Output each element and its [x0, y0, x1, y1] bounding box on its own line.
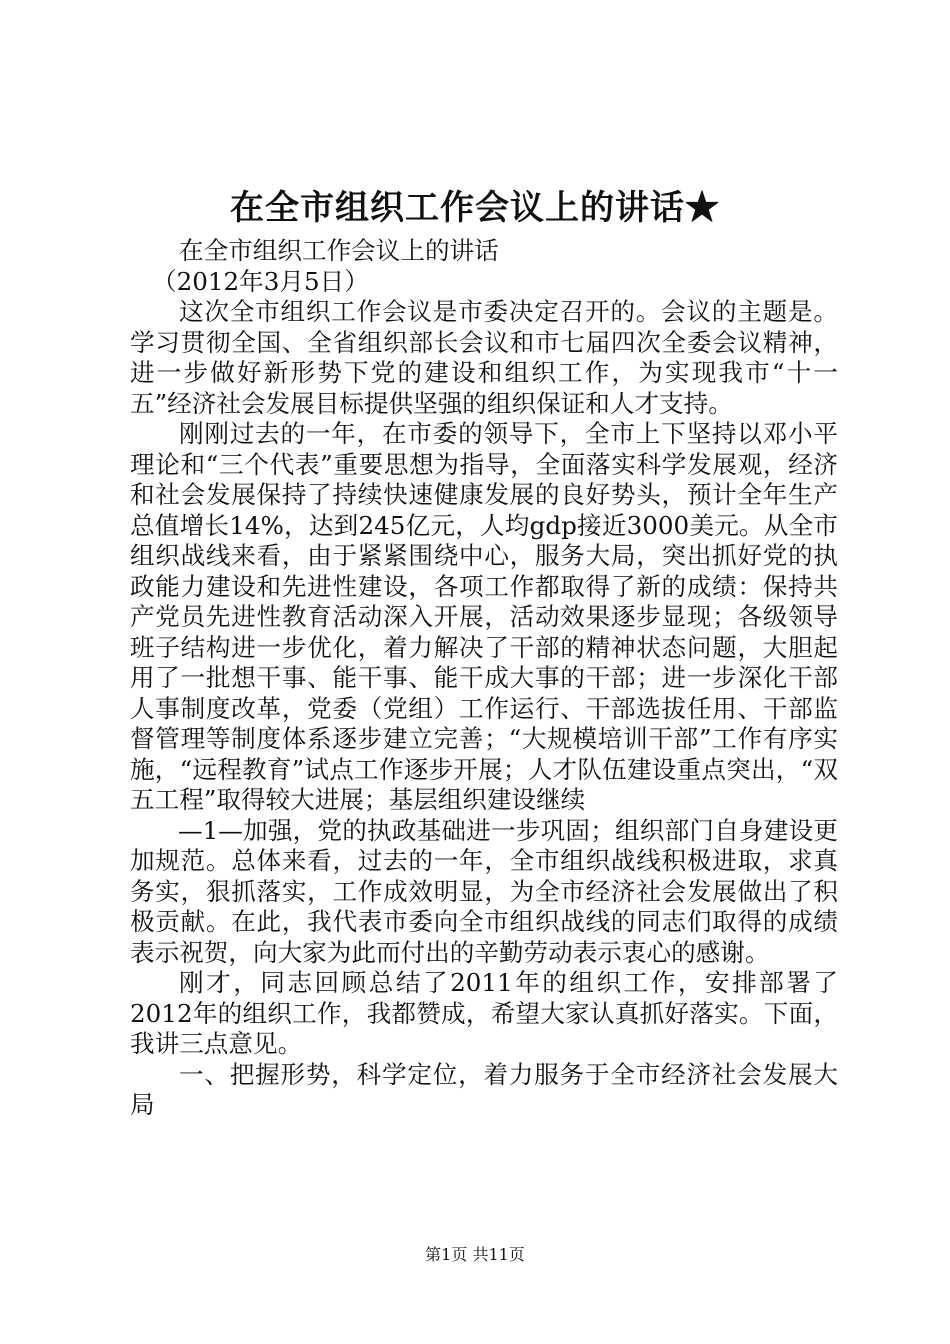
body-paragraph: —1—加强，党的执政基础进一步巩固；组织部门自身建设更加规范。总体来看，过去的一年，全市组织战线积极进取，求真务实，狠抓落实，工作成效明显，为全市经济社会发展做出了积极贡献。在此，我代表市委向全市组织战线的同志们取得的成绩表示祝贺，向大家为此而付出的辛勤劳动表示衷心的感谢。 — [130, 815, 838, 967]
section-heading: 一、把握形势，科学定位，着力服务于全市经济社会发展大局 — [130, 1059, 838, 1119]
date-paragraph: （2012年3月5日） — [152, 266, 369, 296]
subtitle-paragraph: 在全市组织工作会议上的讲话 — [179, 236, 499, 265]
body-paragraph: 刚才，同志回顾总结了2011年的组织工作，安排部署了2012年的组织工作，我都赞成，希望大家认真抓好落实。下面，我讲三点意见。 — [130, 968, 838, 1058]
document-title: 在全市组织工作会议上的讲话★ — [230, 188, 720, 228]
body-paragraph: 这次全市组织工作会议是市委决定召开的。会议的主题是。学习贯彻全国、全省组织部长会议和市七届四次全委会议精神，进一步做好新形势下党的建设和组织工作，为实现我市“十一五”经济社会发展目标提供坚强的组织保证和人才支持。 — [130, 297, 838, 418]
page-number-footer: 第1页 共11页 — [425, 1245, 525, 1264]
body-paragraph: 刚刚过去的一年，在市委的领导下，全市上下坚持以邓小平理论和“三个代表”重要思想为指导，全面落实科学发展观，经济和社会发展保持了持续快速健康发展的良好势头，预计全年生产总值增长14%，达到245亿元，人均gdp接近3000美元。从全市组织战线来看，由于紧紧围绕中心，服务大局，突出抓好党的执政能力建设和先进性建设，各项工作都取得了新的成绩：保持共产党员先进性教育活动深入开展，活动效果逐步显现；各级领导班子结构进一步优化，着力解决了干部的精神状态问题，大胆起用了一批想干事、能干事、能干成大事的干部；进一步深化干部人事制度改革，党委（党组）工作运行、干部选拔任用、干部监督管理等制度体系逐步建立完善；“大规模培训干部”工作有序实施，“远程教育”试点工作逐步开展；人才队伍建设重点突出，“双五工程”取得较大进展；基层组织建设继续 — [130, 419, 838, 814]
document-body — [130, 236, 838, 1121]
